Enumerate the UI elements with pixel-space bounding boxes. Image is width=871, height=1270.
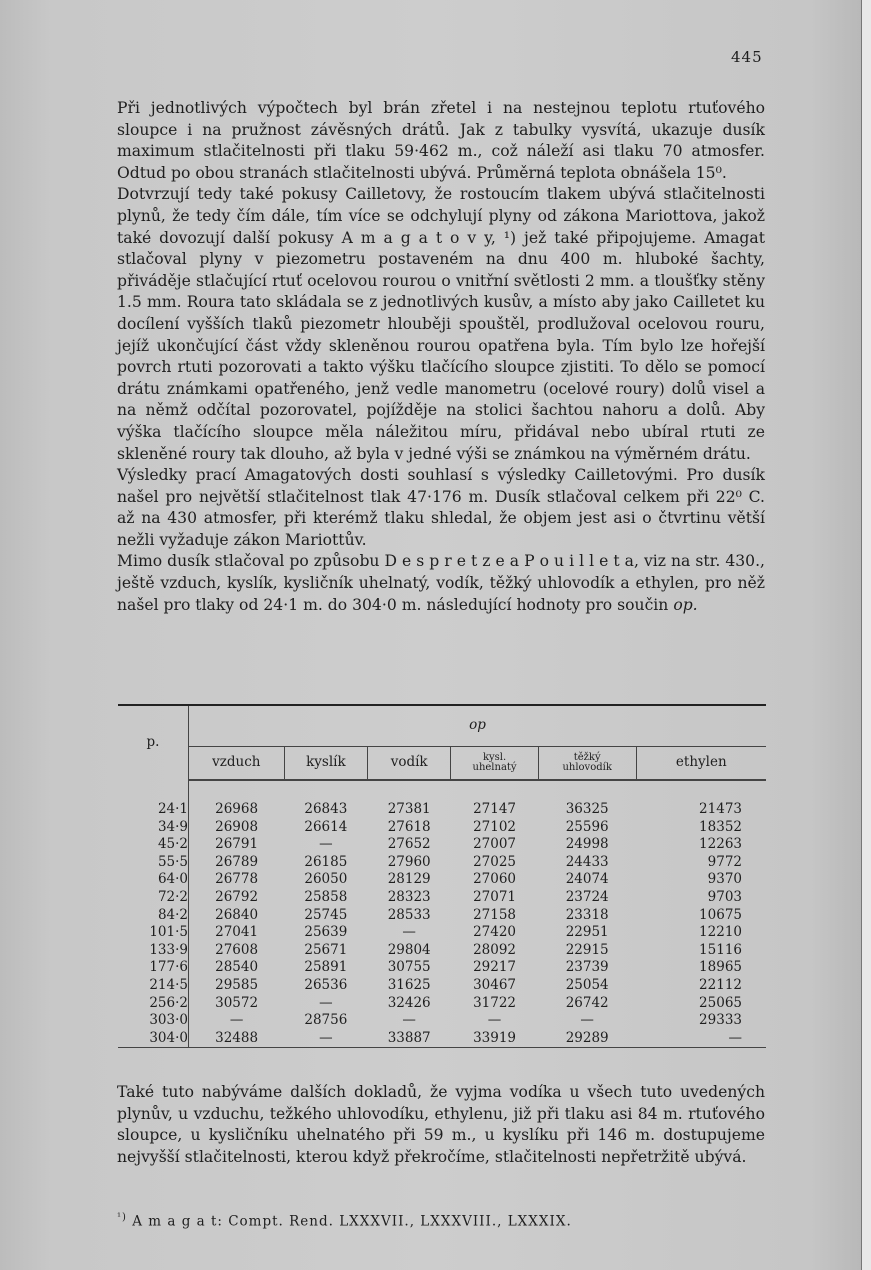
value-cell: 28540 <box>215 959 259 976</box>
author-name-amagat: A m a g a t o v y, <box>341 228 496 247</box>
p-column-header: p. <box>118 705 189 780</box>
value-cell: 27960 <box>387 853 431 870</box>
value-cell: 9703 <box>707 888 742 905</box>
footnote <box>117 1212 572 1230</box>
value-cell: 27025 <box>473 853 517 870</box>
pressure-cell: 133·9 <box>118 942 189 960</box>
value-cell: 26968 <box>215 801 259 817</box>
pressure-cell: 214·5 <box>118 977 189 995</box>
value-cell: 9370 <box>707 871 742 888</box>
value-cell: 25745 <box>304 906 348 923</box>
value-cell: 32426 <box>387 994 431 1011</box>
value-cell: 27420 <box>473 924 517 941</box>
value-cell: 30572 <box>215 994 259 1011</box>
value-cell: 30467 <box>473 976 517 993</box>
value-cell: 27007 <box>473 836 517 853</box>
value-cell: — <box>319 1029 333 1046</box>
value-cell: 15116 <box>699 941 742 958</box>
value-cell: 28129 <box>387 871 431 888</box>
value-cell: 26791 <box>215 836 259 853</box>
value-cell: 27381 <box>387 801 431 817</box>
paragraph-4: Mimo dusík stlačoval po způsobu D e s p r e t z e a P o u i l l e t a, viz na str. 430., ještě vzduch, kyslík, kysličník uhelnatý, vodík, těžký uhlovodík a ethylen, pro něž našel pro tlaky od 24·1 m. do 304·0 m. následující hodnoty pro součin op. <box>117 552 766 614</box>
table-row <box>118 942 766 960</box>
column-header-0: vzduch <box>189 747 285 781</box>
value-cell: 23318 <box>565 906 609 923</box>
pressure-cell: 256·2 <box>118 995 189 1013</box>
closing-text <box>117 1082 765 1168</box>
paragraph-5: Také tuto nabýváme dalších dokladů, že vyjma vodíka u všech tuto uvedených plynův, u vzduchu, težkého uhlovodíku, ethylenu, již při tlaku asi 84 m. rtuťového sloupce, u kysličníku uhelnatého při 59 m., u kyslíku při 146 m. dostupujeme nejvyšší stlačitelnosti, kterou když překročíme, stlačitelnosti nepřetržitě ubývá. <box>117 1083 765 1166</box>
value-cell: 27102 <box>473 818 517 835</box>
page-edge <box>861 0 871 1270</box>
value-cell: 12263 <box>699 836 742 853</box>
value-cell: 23724 <box>565 888 609 905</box>
table-spacer <box>118 780 766 801</box>
value-cell: 29217 <box>473 959 517 976</box>
footnote-text: A m a g a t: Compt. Rend. LXXXVII., LXXXVIII., LXXXIX. <box>132 1213 572 1230</box>
author-name-pouillet: P o u i l l e t a, <box>524 552 639 571</box>
value-cell: 26789 <box>215 853 259 870</box>
value-cell: 36325 <box>565 801 609 817</box>
table-row <box>118 819 766 837</box>
paragraph-3: Výsledky prací Amagatových dosti souhlasí s výsledky Cailletovými. Pro dusík našel pro největší stlačitelnost tlak 47·176 m. Dusík stlačoval celkem při 22⁰ C. až na 430 atmosfer, při kterémž tlaku shledal, že objem jest asi o čtvrtinu větší nežli vyžaduje zákon Mariottův. <box>117 466 765 549</box>
value-cell: 25891 <box>304 959 348 976</box>
value-cell: 25858 <box>304 888 348 905</box>
table-row <box>118 1012 766 1030</box>
value-cell: — <box>229 1012 244 1029</box>
value-cell: 24998 <box>565 836 609 853</box>
pressure-cell: 24·1 <box>118 801 189 819</box>
value-cell: 18965 <box>699 959 742 976</box>
column-header-4: těžký uhlovodík <box>538 747 636 781</box>
op-symbol: op. <box>673 595 698 614</box>
value-cell: 21473 <box>699 801 742 817</box>
value-cell: 29333 <box>699 1012 742 1029</box>
footnote-mark: ¹) <box>117 1212 127 1223</box>
value-cell: — <box>319 836 333 853</box>
value-cell: 23739 <box>565 959 609 976</box>
value-cell: 18352 <box>699 818 742 835</box>
value-cell: — <box>487 1012 502 1029</box>
column-header-3: kysl. uhelnatý <box>451 747 538 781</box>
value-cell: 26778 <box>215 871 259 888</box>
value-cell: — <box>319 994 333 1011</box>
value-cell: 30755 <box>387 959 431 976</box>
pressure-cell: 64·0 <box>118 871 189 889</box>
paragraph-2: Dotvrzují tedy také pokusy Cailletovy, že rostoucím tlakem ubývá stlačitelnosti plynů, že tedy čím dále, tím více se odchylují plyny od zákona Mariottova, jakož také dovozují další pokusy A m a g a t o v y, ¹) jež také připojujeme. Amagat stlačoval plyny v piezometru postaveném na dnu 400 m. hluboké šachty, přiváděje stlačující rtuť ocelovou rourou o vnitřní světlosti 2 mm. a tloušťky stěny 1.5 mm. Roura tato skládala se z jednotlivých kusův, a místo aby jako Cailletet ku docílení vyšších tlaků piezometr hlouběji spouštěl, prodlužoval ocelovou rouru, jejíž ukončující část vždy skleněnou rourou opatřena byla. Tím bylo lze hořejší povrch rtuti pozorovati a takto výšku tlačícího sloupce zjistiti. To dělo se pomocí drátu známkami opatřeného, jenž vedle manometru (ocelové roury) dolů visel a na němž odčítal pozorovatel, pojížděje na stolici šachtou nahoru a dolů. Aby výška tlačícího sloupce měla náležitou míru, přidával nebo ubíral rtuti ze skleněné roury tak dlouho, až byla v jedné výši se známkou na výměrném drátu. <box>117 185 765 463</box>
value-cell: 27060 <box>473 871 517 888</box>
pressure-cell: 304·0 <box>118 1030 189 1048</box>
table-row <box>118 836 766 854</box>
pressure-cell: 72·2 <box>118 889 189 907</box>
value-cell: 9772 <box>707 853 742 870</box>
value-cell: 27158 <box>473 906 517 923</box>
table-row <box>118 924 766 942</box>
footnote-ref: ¹) <box>503 228 517 247</box>
value-cell: 24074 <box>565 871 609 888</box>
table-row <box>118 1030 766 1048</box>
pressure-cell: 45·2 <box>118 836 189 854</box>
data-table <box>118 704 766 1048</box>
value-cell: 29289 <box>565 1029 609 1046</box>
author-name-despretz: D e s p r e t z e <box>384 552 505 571</box>
value-cell: 32488 <box>215 1029 259 1046</box>
value-cell: 27618 <box>387 818 431 835</box>
table-row <box>118 907 766 925</box>
value-cell: — <box>402 924 416 941</box>
table-row <box>118 871 766 889</box>
value-cell: 26908 <box>215 818 259 835</box>
value-cell: 24433 <box>565 853 609 870</box>
main-text <box>117 98 765 616</box>
value-cell: 29804 <box>387 941 431 958</box>
value-cell: 10675 <box>699 906 742 923</box>
value-cell: 22951 <box>565 924 609 941</box>
value-cell: 28533 <box>387 906 431 923</box>
value-cell: — <box>402 1012 416 1029</box>
value-cell: 28092 <box>473 941 517 958</box>
value-cell: 26536 <box>304 976 348 993</box>
value-cell: 33919 <box>473 1029 517 1046</box>
op-column-header: op <box>189 705 767 747</box>
value-cell: 26840 <box>215 906 259 923</box>
page-number: 445 <box>731 48 763 66</box>
value-cell: 26050 <box>304 871 348 888</box>
table-row <box>118 977 766 995</box>
value-cell: 26185 <box>304 853 348 870</box>
table-row <box>118 889 766 907</box>
table-row <box>118 854 766 872</box>
table-row <box>118 959 766 977</box>
value-cell: — <box>580 1012 594 1029</box>
value-cell: 28756 <box>304 1012 348 1029</box>
column-header-1: kyslík <box>284 747 367 781</box>
value-cell: 31625 <box>387 976 431 993</box>
value-cell: 27071 <box>473 888 517 905</box>
value-cell: 25065 <box>699 994 742 1011</box>
value-cell: 27652 <box>387 836 431 853</box>
value-cell: 25671 <box>304 941 348 958</box>
value-cell: 27041 <box>215 924 259 941</box>
pressure-cell: 303·0 <box>118 1012 189 1030</box>
value-cell: 33887 <box>387 1029 431 1046</box>
value-cell: 25639 <box>304 924 348 941</box>
value-cell: 31722 <box>473 994 517 1011</box>
value-cell: 25596 <box>565 818 609 835</box>
table-row <box>118 801 766 819</box>
value-cell: 27147 <box>473 801 517 817</box>
pressure-cell: 84·2 <box>118 907 189 925</box>
paragraph-1: Při jednotlivých výpočtech byl brán zřetel i na nestejnou teplotu rtuťového sloupce i na pružnost závěsných drátů. Jak z tabulky vysvítá, ukazuje dusík maximum stlačitelnosti při tlaku 59·462 m., což náleží asi tlaku 70 atmosfer. Odtud po obou stranách stlačitelnosti ubývá. Průměrná teplota obnášela 15⁰. <box>117 99 765 182</box>
value-cell: 26843 <box>304 801 348 817</box>
pressure-cell: 34·9 <box>118 819 189 837</box>
value-cell: 22112 <box>699 976 742 993</box>
pressure-cell: 101·5 <box>118 924 189 942</box>
value-cell: 12210 <box>699 924 742 941</box>
value-cell: 28323 <box>387 888 431 905</box>
pressure-cell: 55·5 <box>118 854 189 872</box>
value-cell: 22915 <box>565 941 609 958</box>
value-cell: 26614 <box>304 818 348 835</box>
table-row <box>118 995 766 1013</box>
value-cell: 29585 <box>215 976 259 993</box>
value-cell: 26742 <box>565 994 609 1011</box>
value-cell: 26792 <box>215 888 259 905</box>
value-cell: 27608 <box>215 941 259 958</box>
column-header-2: vodík <box>368 747 451 781</box>
value-cell: 25054 <box>565 976 609 993</box>
value-cell: — <box>728 1029 742 1046</box>
pressure-cell: 177·6 <box>118 959 189 977</box>
column-header-5: ethylen <box>636 747 766 781</box>
